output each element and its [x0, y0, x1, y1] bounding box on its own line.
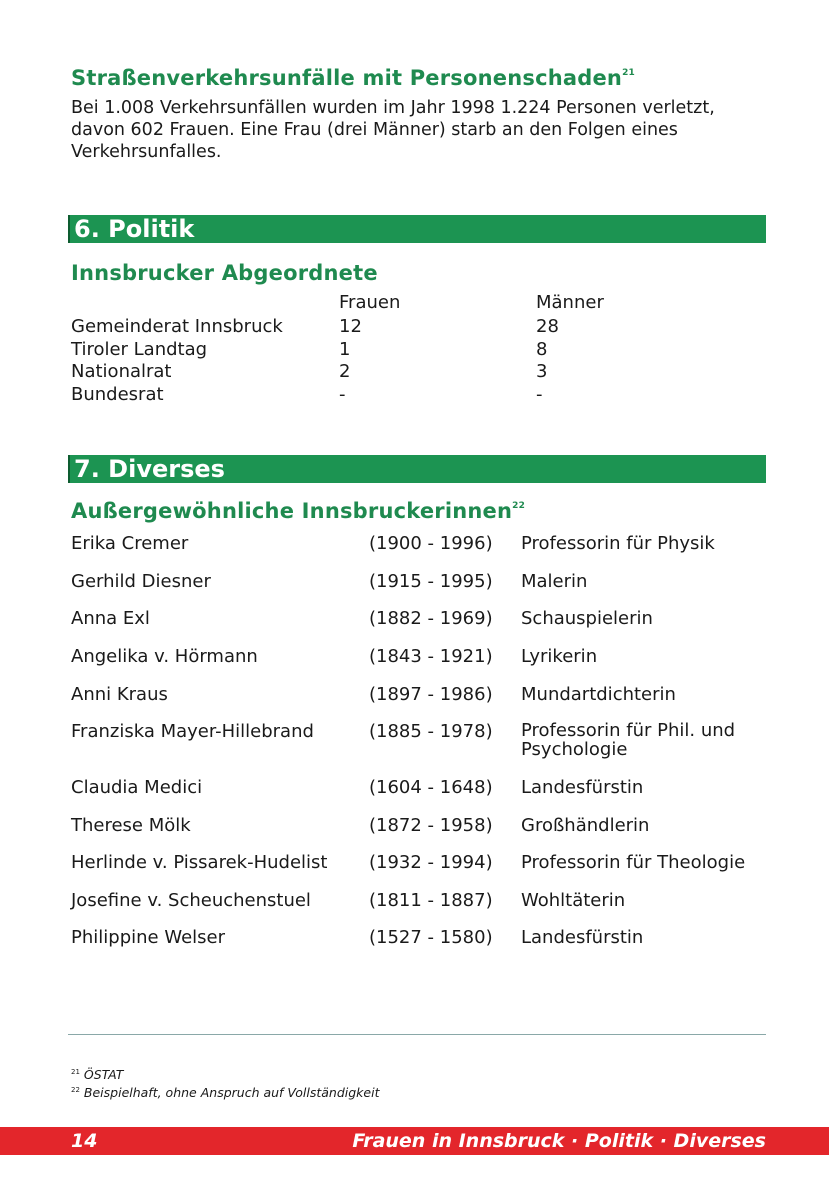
person-years: (1897 - 1986) — [369, 684, 493, 705]
row-women: 1 — [339, 339, 351, 360]
page-number: 14 — [71, 1130, 98, 1152]
person-role: Mundartdichterin — [521, 684, 676, 705]
row-men: 3 — [536, 361, 548, 382]
person-role: Professorin für Phil. und Psychologie — [521, 720, 736, 760]
person-years: (1604 - 1648) — [369, 777, 493, 798]
person-years: (1885 - 1978) — [369, 721, 493, 742]
politik-subtitle: Innsbrucker Abgeordnete — [71, 261, 378, 285]
person-role: Schauspielerin — [521, 608, 653, 629]
row-men: 28 — [536, 316, 559, 337]
person-role: Landesfürstin — [521, 927, 644, 948]
person-years: (1882 - 1969) — [369, 608, 493, 629]
row-label: Tiroler Landtag — [71, 339, 208, 360]
accidents-heading: Straßenverkehrsunfälle mit Personenschaden$^{21}$ — [71, 66, 636, 90]
row-women: 2 — [339, 361, 351, 382]
person-name: Angelika v. Hörmann — [71, 646, 258, 667]
row-label: Nationalrat — [71, 361, 172, 382]
person-role: Lyrikerin — [521, 646, 598, 667]
row-women: - — [339, 384, 346, 405]
person-role: Großhändlerin — [521, 815, 650, 836]
row-label: Bundesrat — [71, 384, 164, 405]
person-years: (1900 - 1996) — [369, 533, 493, 554]
table-row — [71, 384, 543, 405]
section-bar-politik: 6. Politik — [68, 215, 766, 243]
row-women: 12 — [339, 316, 362, 337]
person-name: Therese Mölk — [71, 815, 191, 836]
col-header-men: Männer — [536, 292, 604, 313]
person-name: Herlinde v. Pissarek-Hudelist — [71, 852, 328, 873]
section-bar-diverses: 7. Diverses — [68, 455, 766, 483]
row-label: Gemeinderat Innsbruck — [71, 316, 283, 337]
person-role: Landesfürstin — [521, 777, 644, 798]
person-years: (1843 - 1921) — [369, 646, 493, 667]
footnote-ref-21: 21 — [622, 68, 636, 78]
footnote-ref-22: 22 — [512, 501, 526, 511]
person-years: (1527 - 1580) — [369, 927, 493, 948]
person-role: Professorin für Physik — [521, 533, 715, 554]
diverses-subtitle: Außergewöhnliche Innsbruckerinnen$^{22}$ — [71, 499, 526, 523]
person-name: Anna Exl — [71, 608, 150, 629]
person-years: (1915 - 1995) — [369, 571, 493, 592]
person-years: (1811 - 1887) — [369, 890, 493, 911]
table-row — [71, 339, 548, 360]
footnote-divider — [68, 1034, 766, 1035]
person-name: Claudia Medici — [71, 777, 203, 798]
person-name: Gerhild Diesner — [71, 571, 211, 592]
row-men: - — [536, 384, 543, 405]
person-name: Franziska Mayer-Hillebrand — [71, 721, 314, 742]
page-footer — [0, 1127, 829, 1155]
row-men: 8 — [536, 339, 548, 360]
table-row — [71, 316, 559, 337]
table-row — [71, 361, 548, 382]
accidents-paragraph: Bei 1.008 Verkehrsunfällen wurden im Jahr 1998 1.224 Personen verletzt, davon 602 Frauen. Eine Frau (drei Männer) starb an den Folgen eines Verkehrsunfalles. — [71, 98, 715, 162]
footnote-22: $^{22}$ Beispielhaft, ohne Anspruch auf Vollständigkeit — [71, 1085, 380, 1100]
person-name: Erika Cremer — [71, 533, 189, 554]
person-years: (1872 - 1958) — [369, 815, 493, 836]
person-role: Wohltäterin — [521, 890, 626, 911]
col-header-women: Frauen — [339, 292, 401, 313]
person-name: Philippine Welser — [71, 927, 225, 948]
person-name: Josefine v. Scheuchenstuel — [71, 890, 311, 911]
person-name: Anni Kraus — [71, 684, 168, 705]
footnote-21: $^{21}$ ÖSTAT — [71, 1067, 124, 1082]
person-role: Malerin — [521, 571, 588, 592]
running-title: Frauen in Innsbruck · Politik · Diverses — [352, 1130, 766, 1152]
person-years: (1932 - 1994) — [369, 852, 493, 873]
person-role: Professorin für Theologie — [521, 852, 746, 873]
